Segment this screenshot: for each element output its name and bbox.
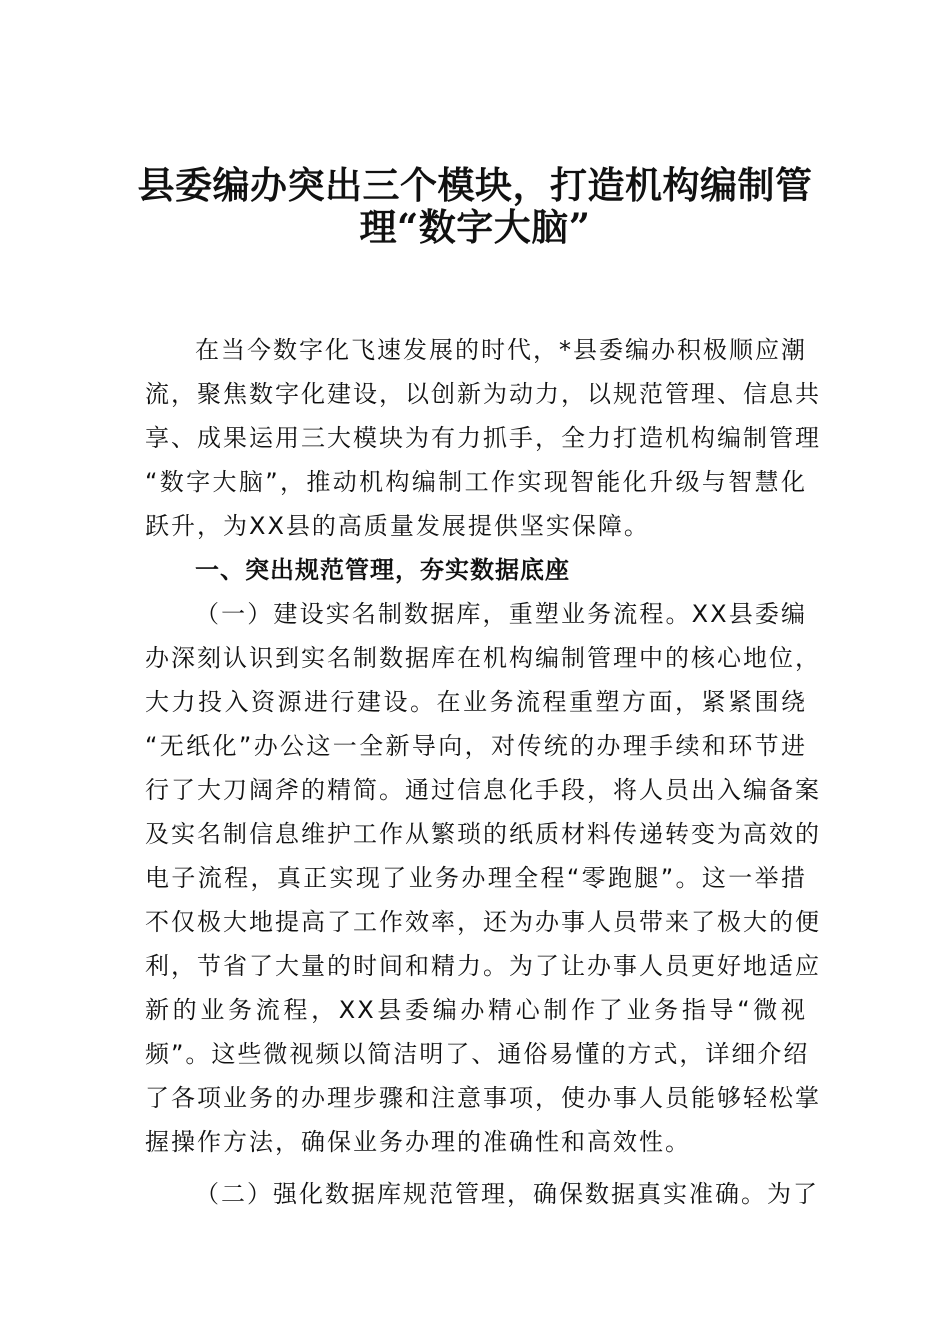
paragraph-1-line-3: 享、成果运用三大模块为有力抓手，全力打造机构编制管理 — [145, 424, 821, 452]
paragraph-2-line-11: 频”。这些微视频以简洁明了、通俗易懂的方式，详细介绍 — [145, 1040, 810, 1068]
paragraph-2-line-4: “无纸化”办公这一全新导向，对传统的办理手续和环节进 — [145, 732, 807, 760]
paragraph-2-line-6: 及实名制信息维护工作从繁琐的纸质材料传递转变为高效的 — [145, 820, 821, 848]
paragraph-2-line-5: 行了大刀阔斧的精简。通过信息化手段，将人员出入编备案 — [145, 776, 821, 804]
document-title-line-2: 理“数字大脑” — [359, 205, 591, 249]
section-heading-1: 一、突出规范管理，夯实数据底座 — [195, 556, 570, 584]
document-title-line-1: 县委编办突出三个模块，打造机构编制管 — [137, 163, 813, 207]
paragraph-2-line-2: 办深刻认识到实名制数据库在机构编制管理中的核心地位， — [145, 644, 821, 672]
paragraph-1-line-4: “数字大脑”，推动机构编制工作实现智能化升级与智慧化 — [145, 468, 807, 496]
paragraph-2-line-7: 电子流程，真正实现了业务办理全程“零跑腿”。这一举措 — [145, 864, 807, 892]
paragraph-1-line-2: 流，聚焦数字化建设，以创新为动力，以规范管理、信息共 — [145, 380, 821, 408]
paragraph-2-line-1: （一）建设实名制数据库，重塑业务流程。XX县委编 — [195, 600, 807, 628]
paragraph-2-line-3: 大力投入资源进行建设。在业务流程重塑方面，紧紧围绕 — [145, 688, 807, 716]
paragraph-1-line-5: 跃升，为XX县的高质量发展提供坚实保障。 — [145, 512, 650, 540]
paragraph-1-line-1: 在当今数字化飞速发展的时代，*县委编办积极顺应潮 — [195, 336, 807, 364]
paragraph-2-line-12: 了各项业务的办理步骤和注意事项，使办事人员能够轻松掌 — [145, 1084, 821, 1112]
paragraph-2-line-9: 利，节省了大量的时间和精力。为了让办事人员更好地适应 — [145, 952, 821, 980]
paragraph-3-line-1: （二）强化数据库规范管理，确保数据真实准确。为了 — [195, 1180, 819, 1208]
document-body — [145, 328, 821, 1208]
paragraph-2-line-10: 新的业务流程，XX县委编办精心制作了业务指导“微视 — [145, 996, 807, 1024]
paragraph-2-line-8: 不仅极大地提高了工作效率，还为办事人员带来了极大的便 — [145, 908, 821, 936]
paragraph-2-line-13: 握操作方法，确保业务办理的准确性和高效性。 — [145, 1128, 691, 1156]
